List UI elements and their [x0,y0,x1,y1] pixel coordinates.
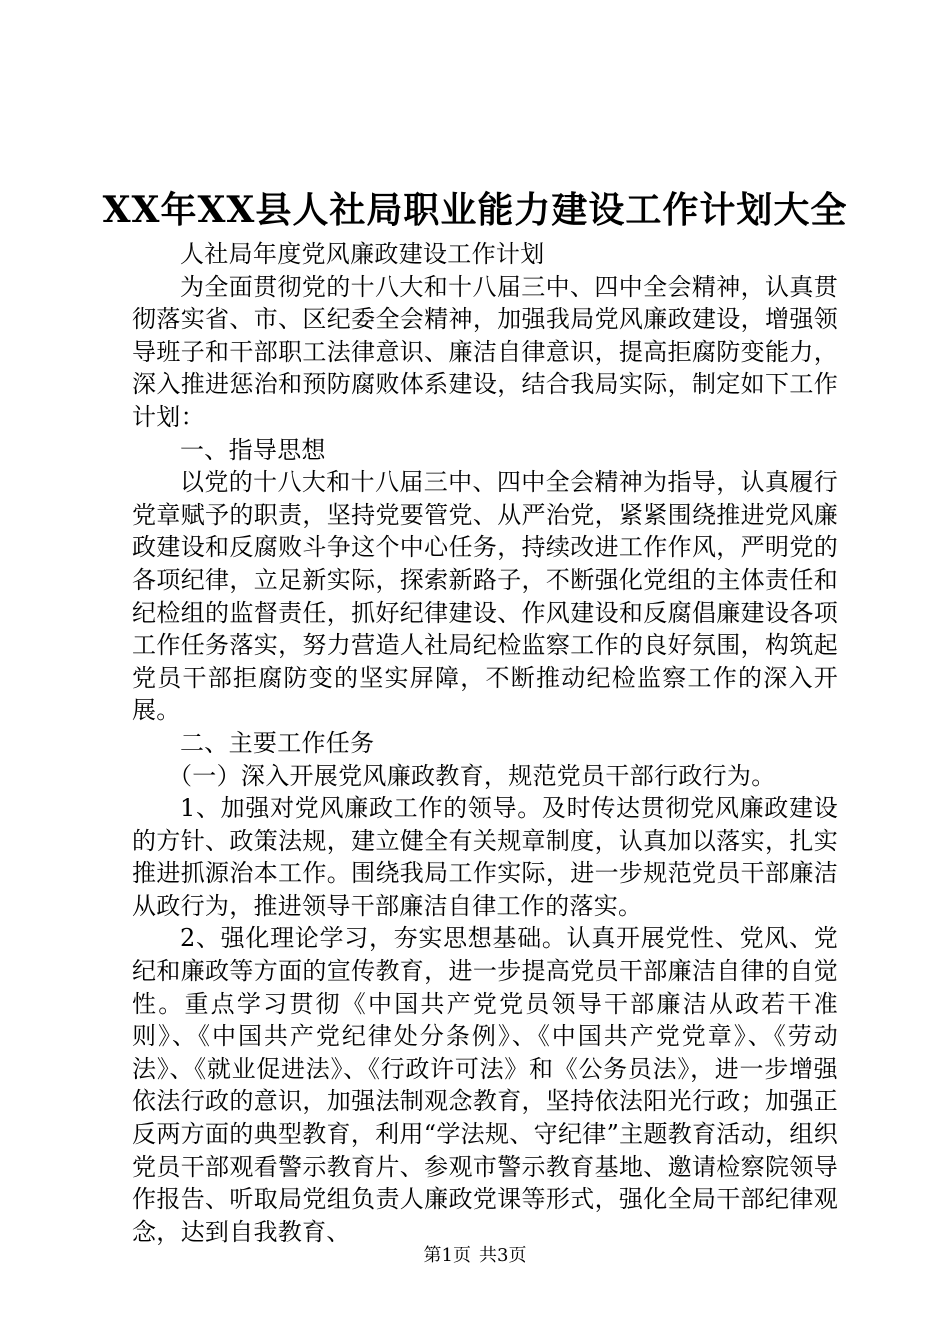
paragraph-plan-name: 人社局年度党风廉政建设工作计划 [180,240,545,268]
subsection-heading-1: （一）深入开展党风廉政教育，规范党员干部行政行为。 [168,761,776,790]
paragraph-guiding-ideology: 以党的十八大和十八届三中、四中全会精神为指导，认真履行党章赋予的职责，坚持党要管党、从严治党，紧紧围绕推进党风廉政建设和反腐败斗争这个中心任务，持续改进工作作风，严明党的各项纪律，立足新实际，探索新路子，不断强化党组的主体责任和纪检组的监督责任，抓好纪律建设、作风建设和反腐倡廉建设各项工作任务落实，努力营造人社局纪检监察工作的良好氛围，构筑起党员干部拒腐防变的坚实屏障，不断推动纪检监察工作的深入开展。 [132,468,838,725]
document-body [132,238,838,1248]
paragraph-item-1: 1、加强对党风廉政工作的领导。及时传达贯彻党风廉政建设的方针、政策法规，建立健全有关规章制度，认真加以落实，扎实推进抓源治本工作。围绕我局工作实际，进一步规范党员干部廉洁从政行为，推进领导干部廉洁自律工作的落实。 [132,794,838,920]
page-number: 第1页 [423,1245,471,1266]
paragraph-intro: 为全面贯彻党的十八大和十八届三中、四中全会精神，认真贯彻落实省、市、区纪委全会精神，加强我局党风廉政建设，增强领导班子和干部职工法律意识、廉洁自律意识，提高拒腐防变能力，深入推进惩治和预防腐败体系建设，结合我局实际，制定如下工作计划： [132,272,838,431]
page-total: 共3页 [479,1245,527,1266]
page-footer [0,1244,950,1268]
section-heading-main-tasks: 二、主要工作任务 [180,728,375,757]
section-heading-guiding-ideology: 一、指导思想 [180,435,326,464]
paragraph-item-2: 2、强化理论学习，夯实思想基础。认真开展党性、党风、党纪和廉政等方面的宣传教育，进一步提高党员干部廉洁自律的自觉性。重点学习贯彻《中国共产党党员领导干部廉洁从政若干准则》、《中国共产党纪律处分条例》、《中国共产党党章》、《劳动法》、《就业促进法》、《行政许可法》和《公务员法》，进一步增强依法行政的意识，加强法制观念教育，坚持依法阳光行政；加强正反两方面的典型教育，利用“学法规、守纪律”主题教育活动，组织党员干部观看警示教育片、参观市警示教育基地、邀请检察院领导作报告、听取局党组负责人廉政党课等形式，强化全局干部纪律观念，达到自我教育、 [132,924,838,1246]
document-title: XX年XX县人社局职业能力建设工作计划大全 [102,189,848,231]
